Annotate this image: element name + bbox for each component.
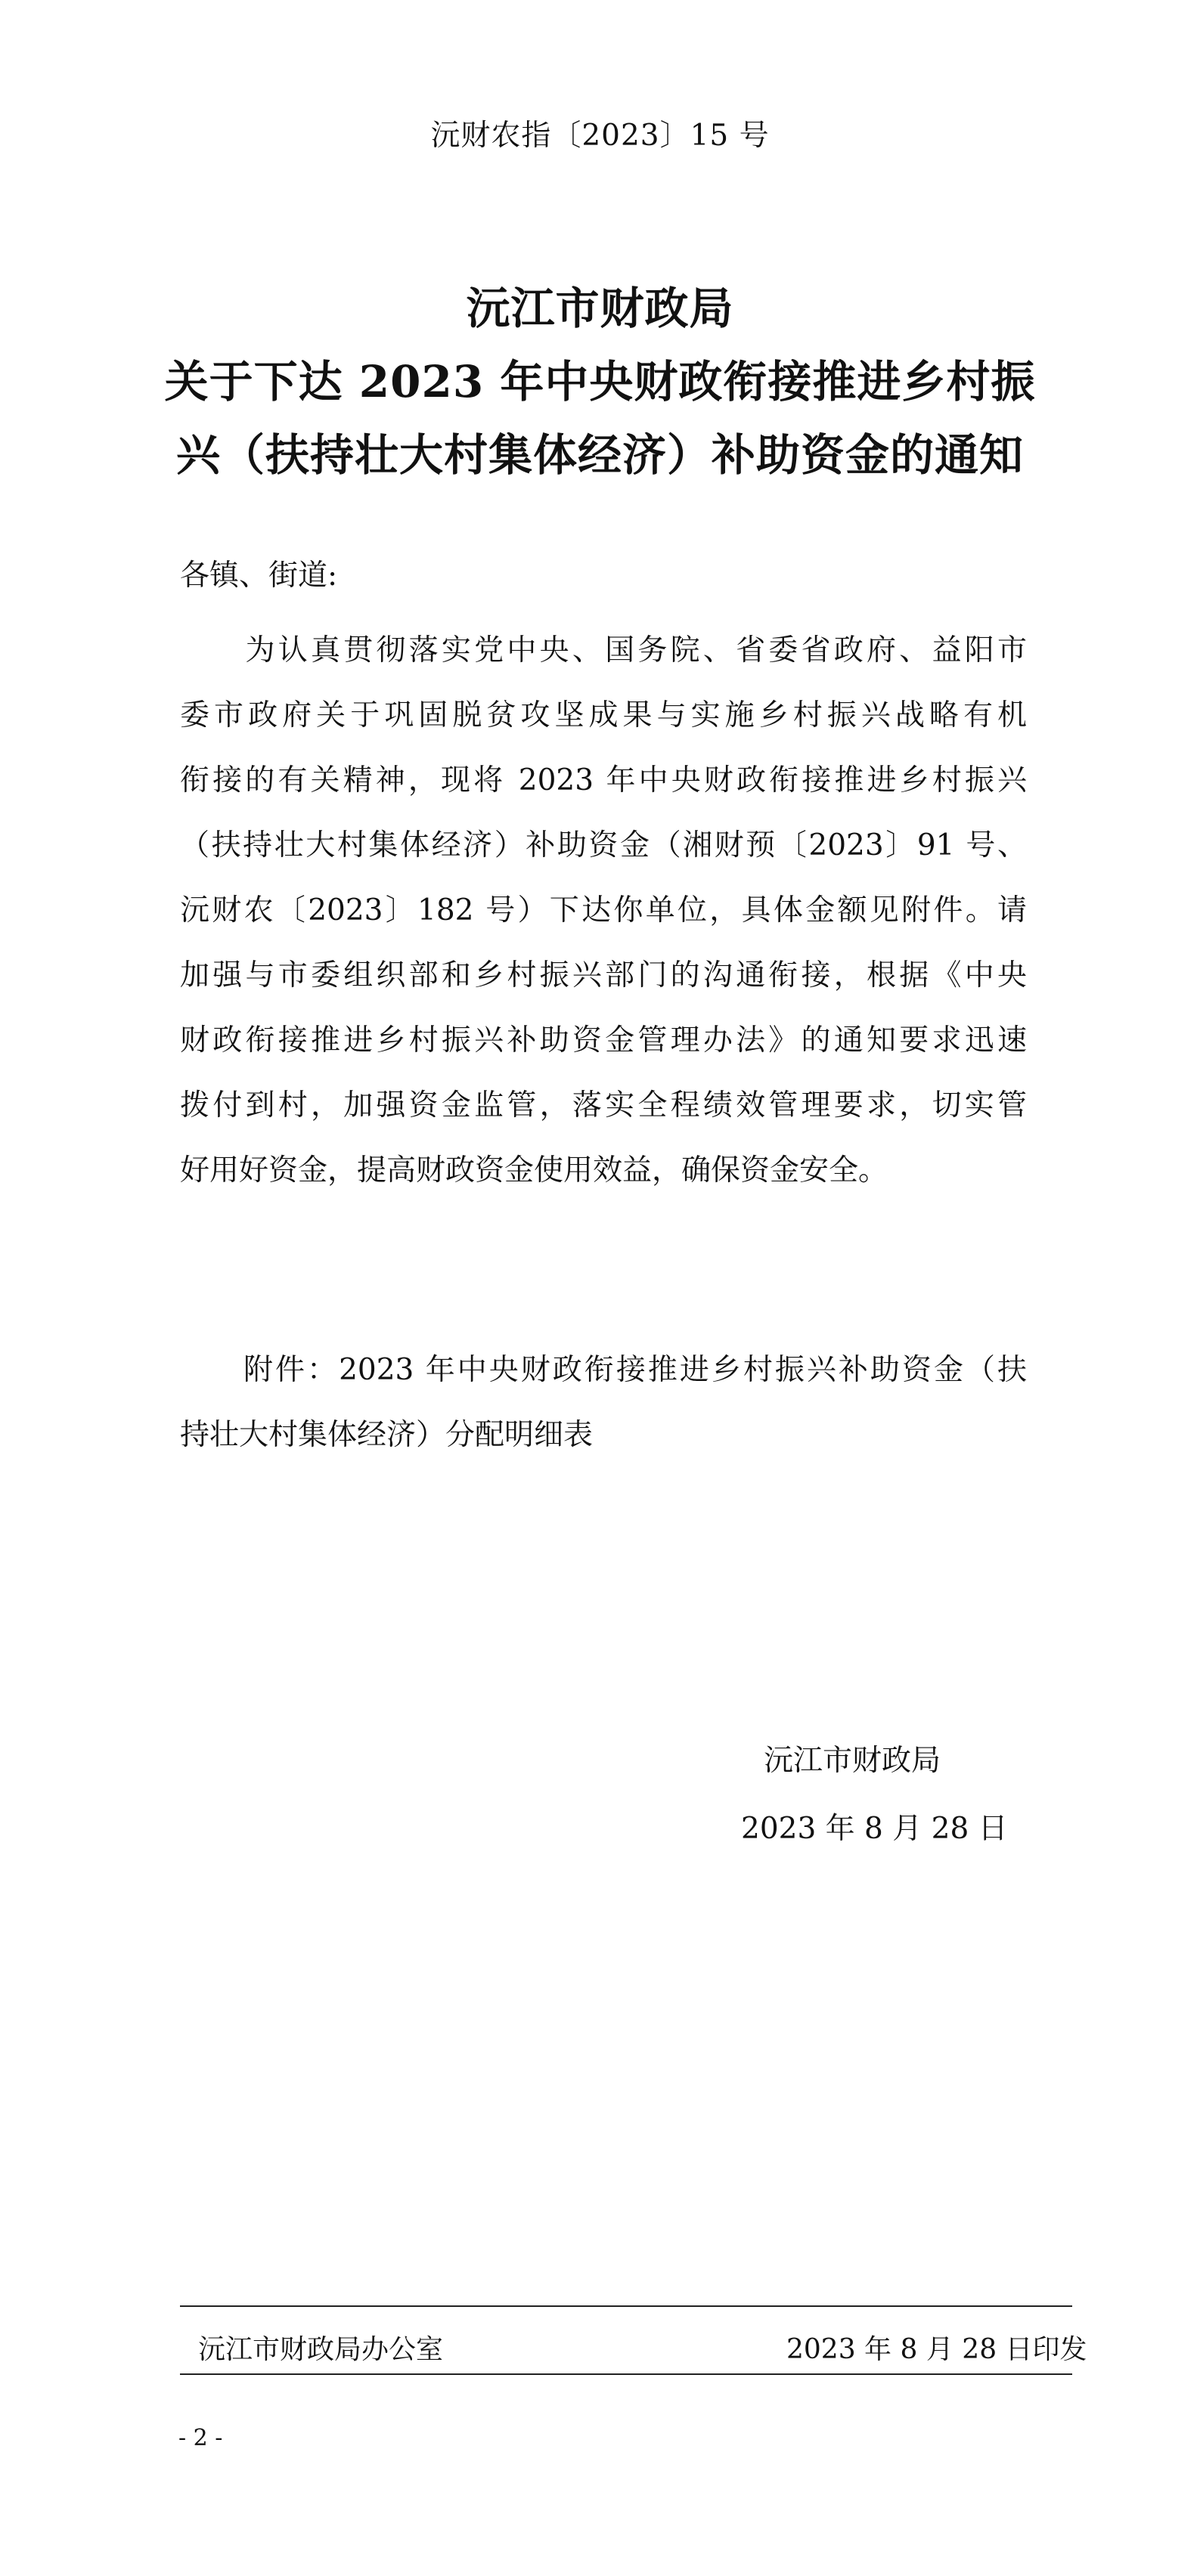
body-paragraph bbox=[180, 618, 1027, 1203]
body-line: 委市政府关于巩固脱贫攻坚成果与实施乡村振兴战略有机 bbox=[180, 698, 1027, 732]
attachment-note bbox=[180, 1338, 1027, 1468]
title-line-3: 兴（扶持壮大村集体经济）补助资金的通知 bbox=[175, 429, 1024, 481]
title-line-2: 关于下达 2023 年中央财政衔接推进乡村振 bbox=[164, 356, 1036, 407]
body-line: 好用好资金，提高财政资金使用效益，确保资金安全。 bbox=[180, 1153, 888, 1187]
title-line-1: 沅江市财政局 bbox=[466, 283, 734, 334]
body-line: 财政衔接推进乡村振兴补助资金管理办法》的通知要求迅速 bbox=[180, 1023, 1027, 1057]
footer-print-date: 2023 年 8 月 28 日印发 bbox=[786, 2334, 1087, 2365]
body-line: 衔接的有关精神，现将 2023 年中央财政衔接推进乡村振兴 bbox=[180, 763, 1027, 797]
body-line: 拨付到村，加强资金监管，落实全程绩效管理要求，切实管 bbox=[180, 1088, 1027, 1122]
body-line: 为认真贯彻落实党中央、国务院、省委省政府、益阳市 bbox=[180, 633, 1027, 667]
salutation: 各镇、街道: bbox=[180, 559, 338, 593]
document-number: 沅财农指〔2023〕15 号 bbox=[430, 119, 770, 153]
signature-date: 2023 年 8 月 28 日 bbox=[741, 1812, 1008, 1846]
page-number: - 2 - bbox=[178, 2425, 223, 2451]
footer-issuer: 沅江市财政局办公室 bbox=[198, 2334, 444, 2365]
attachment-line: 持壮大村集体经济）分配明细表 bbox=[180, 1418, 594, 1452]
footer-bottom-rule bbox=[180, 2373, 1072, 2375]
document-title bbox=[0, 272, 1200, 492]
body-line: 沅财农〔2023〕182 号）下达你单位，具体金额见附件。请 bbox=[180, 893, 1027, 927]
signature-org: 沅江市财政局 bbox=[764, 1744, 941, 1778]
body-line: 加强与市委组织部和乡村振兴部门的沟通衔接，根据《中央 bbox=[180, 958, 1027, 992]
attachment-line: 附件：2023 年中央财政衔接推进乡村振兴补助资金（扶 bbox=[180, 1353, 1027, 1387]
body-line: （扶持壮大村集体经济）补助资金（湘财预〔2023〕91 号、 bbox=[180, 828, 1027, 862]
footer-top-rule bbox=[180, 2305, 1072, 2307]
